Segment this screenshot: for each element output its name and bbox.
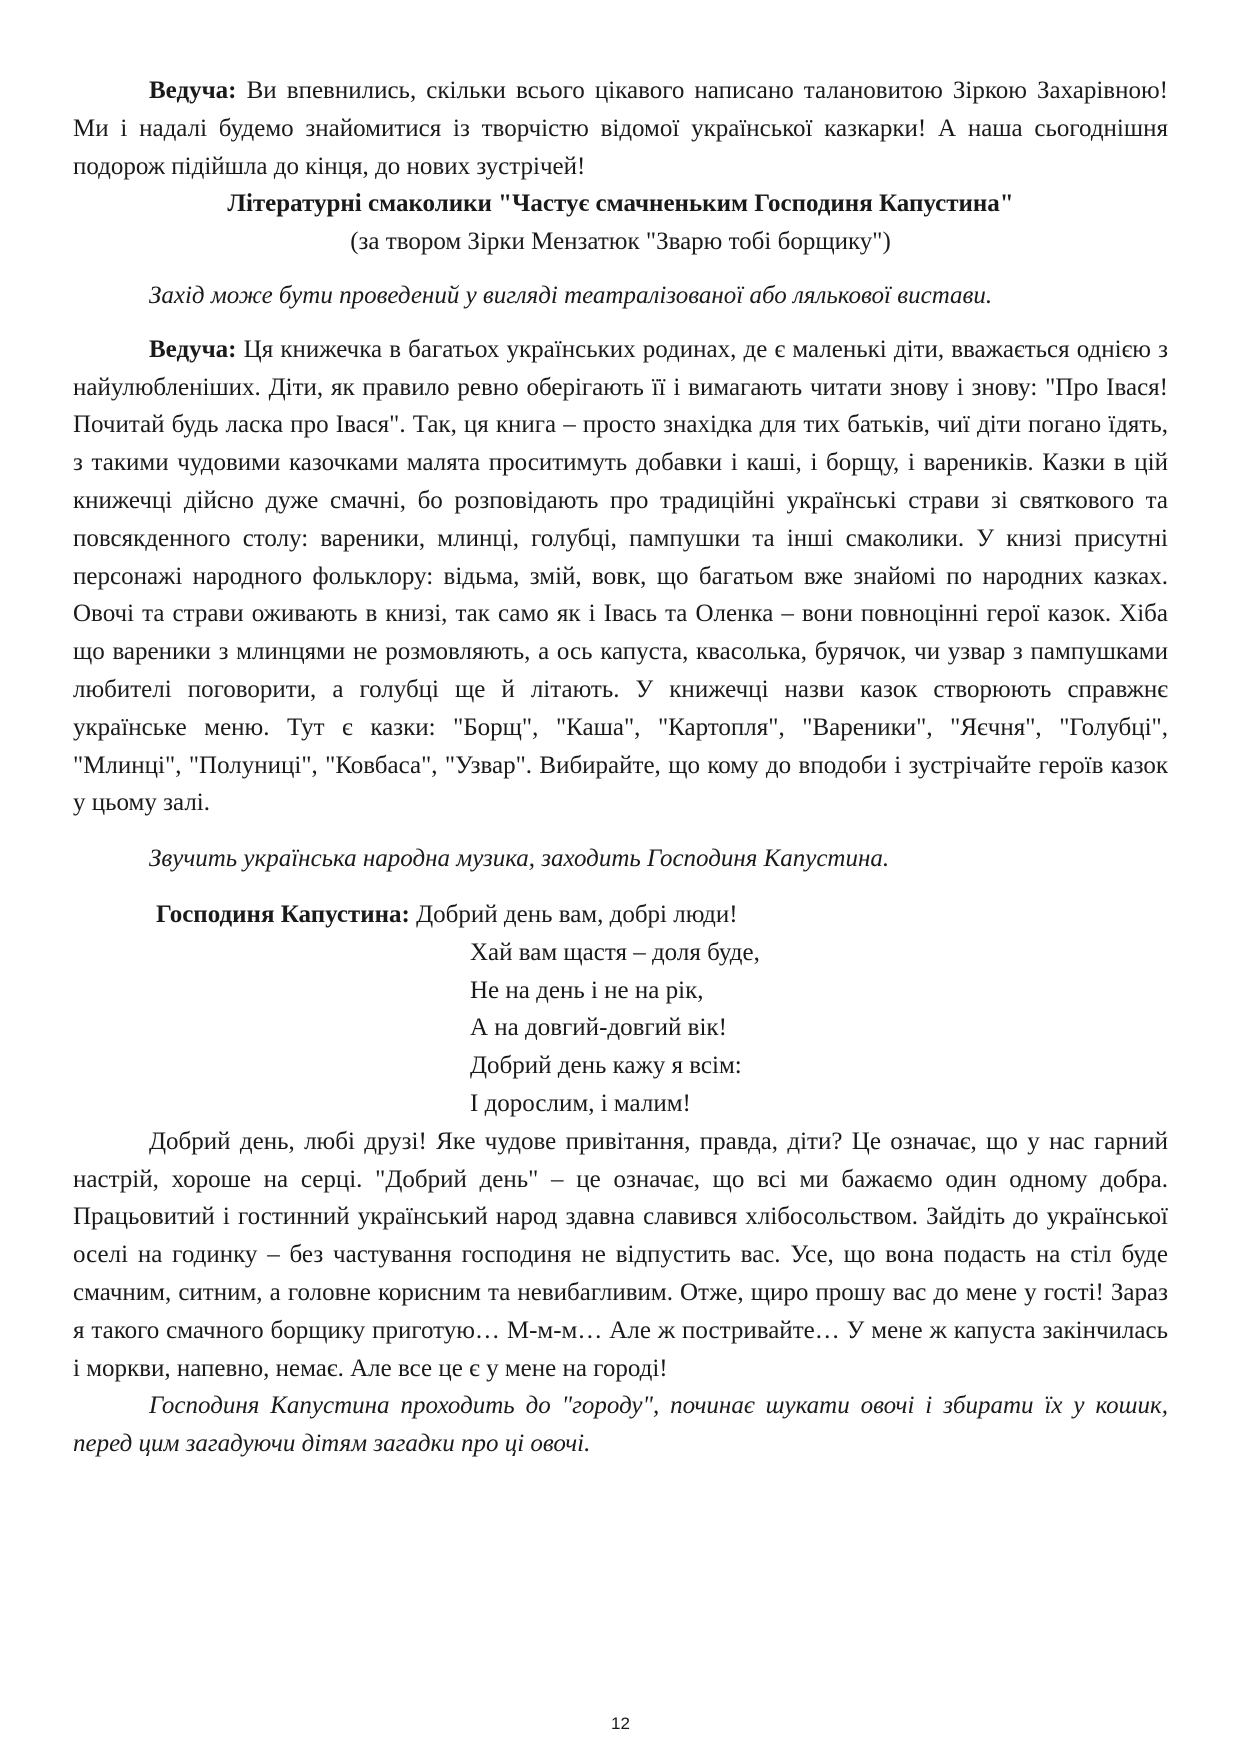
speaker-label: Ведуча: (149, 77, 237, 104)
poem-line: Не на день і не на рік, (470, 976, 704, 1004)
hostess-paragraph: Добрий день, любі друзі! Яке чудове привітання, правда, діти? Це означає, що у нас гарний настрій, хороше на серці. "Добрий день" – це означає, що всі ми бажаємо один одному добра. Працьовитий і гостинний український народ здавна славився хлібосольством. Зайдіть до української оселі на годинку – без частування господиня не відпустить вас. Усе, що вона подасть на стіл буде смачним, ситним, а головне корисним та невибагливим. Отже, щиро прошу вас до мене у гості! Зараз я такого смачного борщику приготую… М-м-м… Але ж постривайте… У мене ж капуста закінчилась і моркви, напевно, немає. Але все це є у мене на городі! (73, 1127, 1168, 1382)
section-title: Літературні смаколики "Частує смачненьким Господиня Капустина" (227, 190, 1014, 218)
stage-direction-3: Господиня Капустина проходить до "городу", починає шукати овочі і збирати їх у кошик, перед цим загадуючи дітям загадки про ці овочі. (73, 1392, 1168, 1458)
paragraph-text: Ця книжечка в багатьох українських родинах, де є маленькі діти, вважається однією з найулюбленіших. Діти, як правило ревно оберігають її і вимагають читати знову і знову: "Про Івася! Почитай будь ласка про Івася". Так, ця книга – просто знахідка для тих батьків, чиї діти погано їдять, з такими чудовими казочками малята проситимуть добавки і каші, і борщу, і вареників. Казки в цій книжечці дійсно дуже смачні, бо розповідають про традиційні українські страви зі святкового та повсякденного столу: вареники, млинці, голубці, пампушки та інші смаколики. У книзі присутні персонажі народного фольклору: відьма, змій, вовк, що багатьом вже знайомі по народних казках. Овочі та страви оживають в книзі, так само як і Івась та Оленка – вони повноцінні герої казок. Хіба що вареники з млинцями не розмовляють, а ось капуста, квасолька, бурячок, чи узвар з пампушками любителі поговорити, а голубці ще й літають. У книжечці назви казок створюють справжнє українське меню. Тут є казки: "Борщ", "Каша", "Картопля", "Вареники", "Яєчня", "Голубці", "Млинці", "Полуниці", "Ковбаса", "Узвар". Вибирайте, що кому до вподоби і зустрічайте героїв казок у цьому залі. (73, 335, 1168, 817)
speaker-label: Господиня Капустина: (156, 900, 410, 928)
poem-line: Добрий день вам, добрі люди! (416, 900, 738, 928)
stage-direction-1: Захід може бути проведений у вигляді театралізованої або лялькової вистави. (149, 281, 993, 309)
paragraph-text: Ви впевнились, скільки всього цікавого написано талановитою Зіркою Захарівною! Ми і надалі будемо знайомитися із творчістю відомої української казкарки! А наша сьогоднішня подорож підійшла до кінця, до нових зустрічей! (73, 77, 1168, 180)
host-paragraph-1 (73, 72, 1168, 185)
poem-line: А на довгий-довгий вік! (470, 1014, 727, 1042)
poem-line: І дорослим, і малим! (470, 1089, 691, 1117)
stage-direction-2: Звучить українська народна музика, заходить Господиня Капустина. (149, 845, 890, 873)
speaker-label: Ведуча: (149, 335, 237, 363)
poem-block (73, 896, 1168, 1123)
host-paragraph-2 (73, 331, 1168, 822)
section-subtitle: (за твором Зірки Мензатюк "Зварю тобі борщику") (350, 228, 891, 256)
page-number: 12 (611, 1714, 630, 1733)
poem-first-line (73, 896, 1168, 934)
poem-line: Хай вам щастя – доля буде, (470, 938, 760, 966)
document-page (73, 72, 1168, 1463)
poem-line: Добрий день кажу я всім: (470, 1052, 742, 1080)
